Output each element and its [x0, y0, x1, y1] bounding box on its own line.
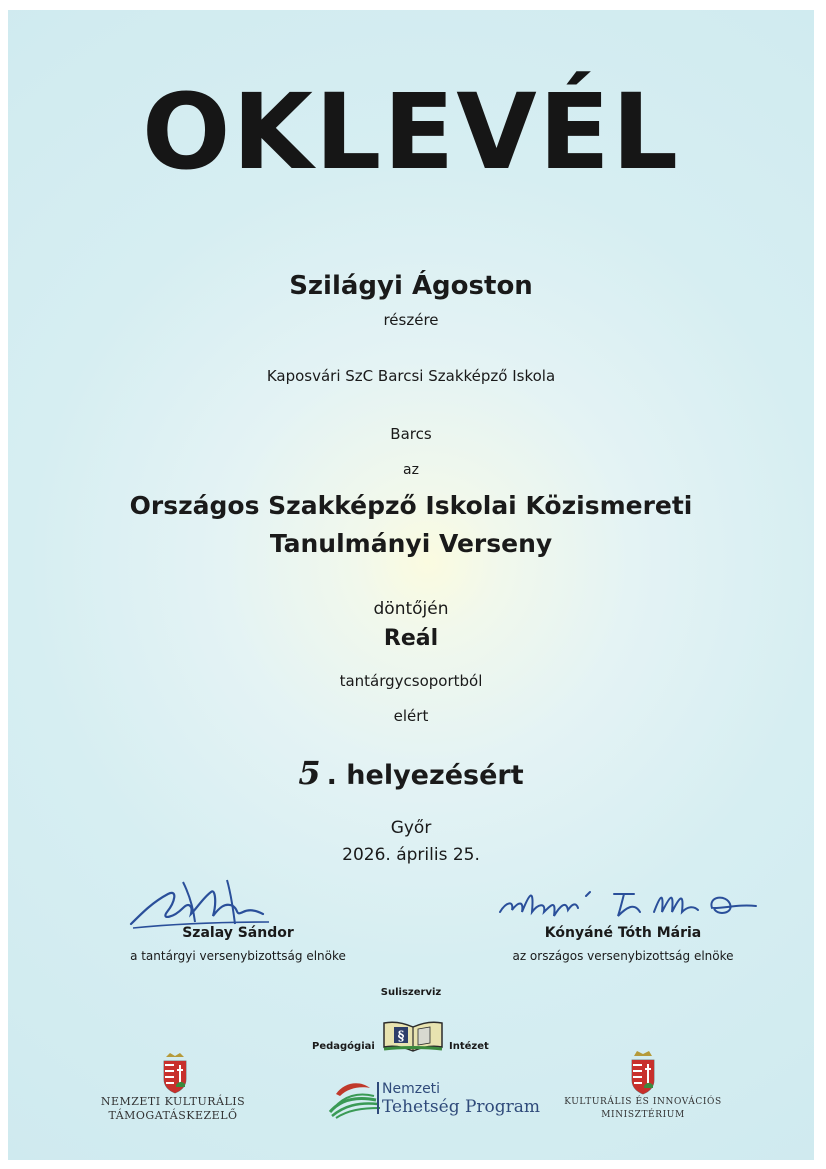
competition-article: az: [403, 462, 419, 478]
hungarian-crest-icon: [160, 1051, 190, 1095]
ntp-line2: Tehetség Program: [382, 1097, 541, 1117]
ntp-divider: [377, 1082, 379, 1114]
signer-right-role: az országos versenybizottság elnöke: [512, 949, 734, 963]
recipient-name: Szilágyi Ágoston: [289, 271, 533, 301]
school-name: Kaposvári SzC Barcsi Szakképző Iskola: [266, 367, 556, 385]
signer-left-role: a tantárgyi versenybizottság elnöke: [130, 949, 346, 963]
school-city: Barcs: [390, 425, 432, 443]
diploma-title: OKLEVÉL: [141, 71, 681, 193]
subject-name: Reál: [383, 626, 439, 651]
issue-date: 2026. április 25.: [342, 845, 480, 865]
placement-label: . helyezésért: [326, 760, 524, 791]
placement: [8, 754, 814, 792]
location: Győr: [390, 818, 432, 838]
right-signature-scribble: [494, 882, 764, 924]
signer-right-name: Kónyáné Tóth Mária: [544, 925, 702, 941]
open-book-paragraph-icon: [380, 1013, 446, 1057]
ntp-line1: Nemzeti: [382, 1081, 441, 1097]
wave-swoosh-icon: [326, 1074, 382, 1120]
competition-stage: döntőjén: [373, 599, 449, 619]
left-logo-text: [78, 1095, 268, 1123]
pedagogiai-label: Pedagógiai: [312, 1041, 375, 1052]
diploma-page: [8, 10, 814, 1160]
svg-text:§: §: [397, 1029, 405, 1044]
competition-name-line2: Tanulmányi Verseny: [269, 529, 553, 558]
suliszerviz-label: Suliszerviz: [380, 987, 442, 998]
intezet-label: Intézet: [449, 1041, 489, 1052]
achieved-label: elért: [393, 707, 429, 725]
signer-left-name: Szalay Sándor: [182, 925, 294, 941]
placement-number: 5: [298, 754, 321, 792]
right-logo-text: [553, 1096, 733, 1122]
subject-group-label: tantárgycsoportból: [339, 672, 483, 690]
right-logo-line2: MINISZTÉRIUM: [601, 1110, 685, 1120]
hungarian-crest-icon: [627, 1048, 659, 1096]
competition-name-line1: Országos Szakképző Iskolai Közismereti: [129, 491, 693, 520]
right-logo-line1: KULTURÁLIS ÉS INNOVÁCIÓS: [564, 1097, 722, 1107]
left-logo-line2: TÁMOGATÁSKEZELŐ: [108, 1109, 238, 1122]
left-logo-line1: NEMZETI KULTURÁLIS: [100, 1095, 246, 1108]
signature-left: [68, 925, 408, 963]
recipient-for-label: részére: [383, 311, 439, 329]
competition-name: [8, 487, 814, 563]
signature-right: [453, 925, 793, 963]
